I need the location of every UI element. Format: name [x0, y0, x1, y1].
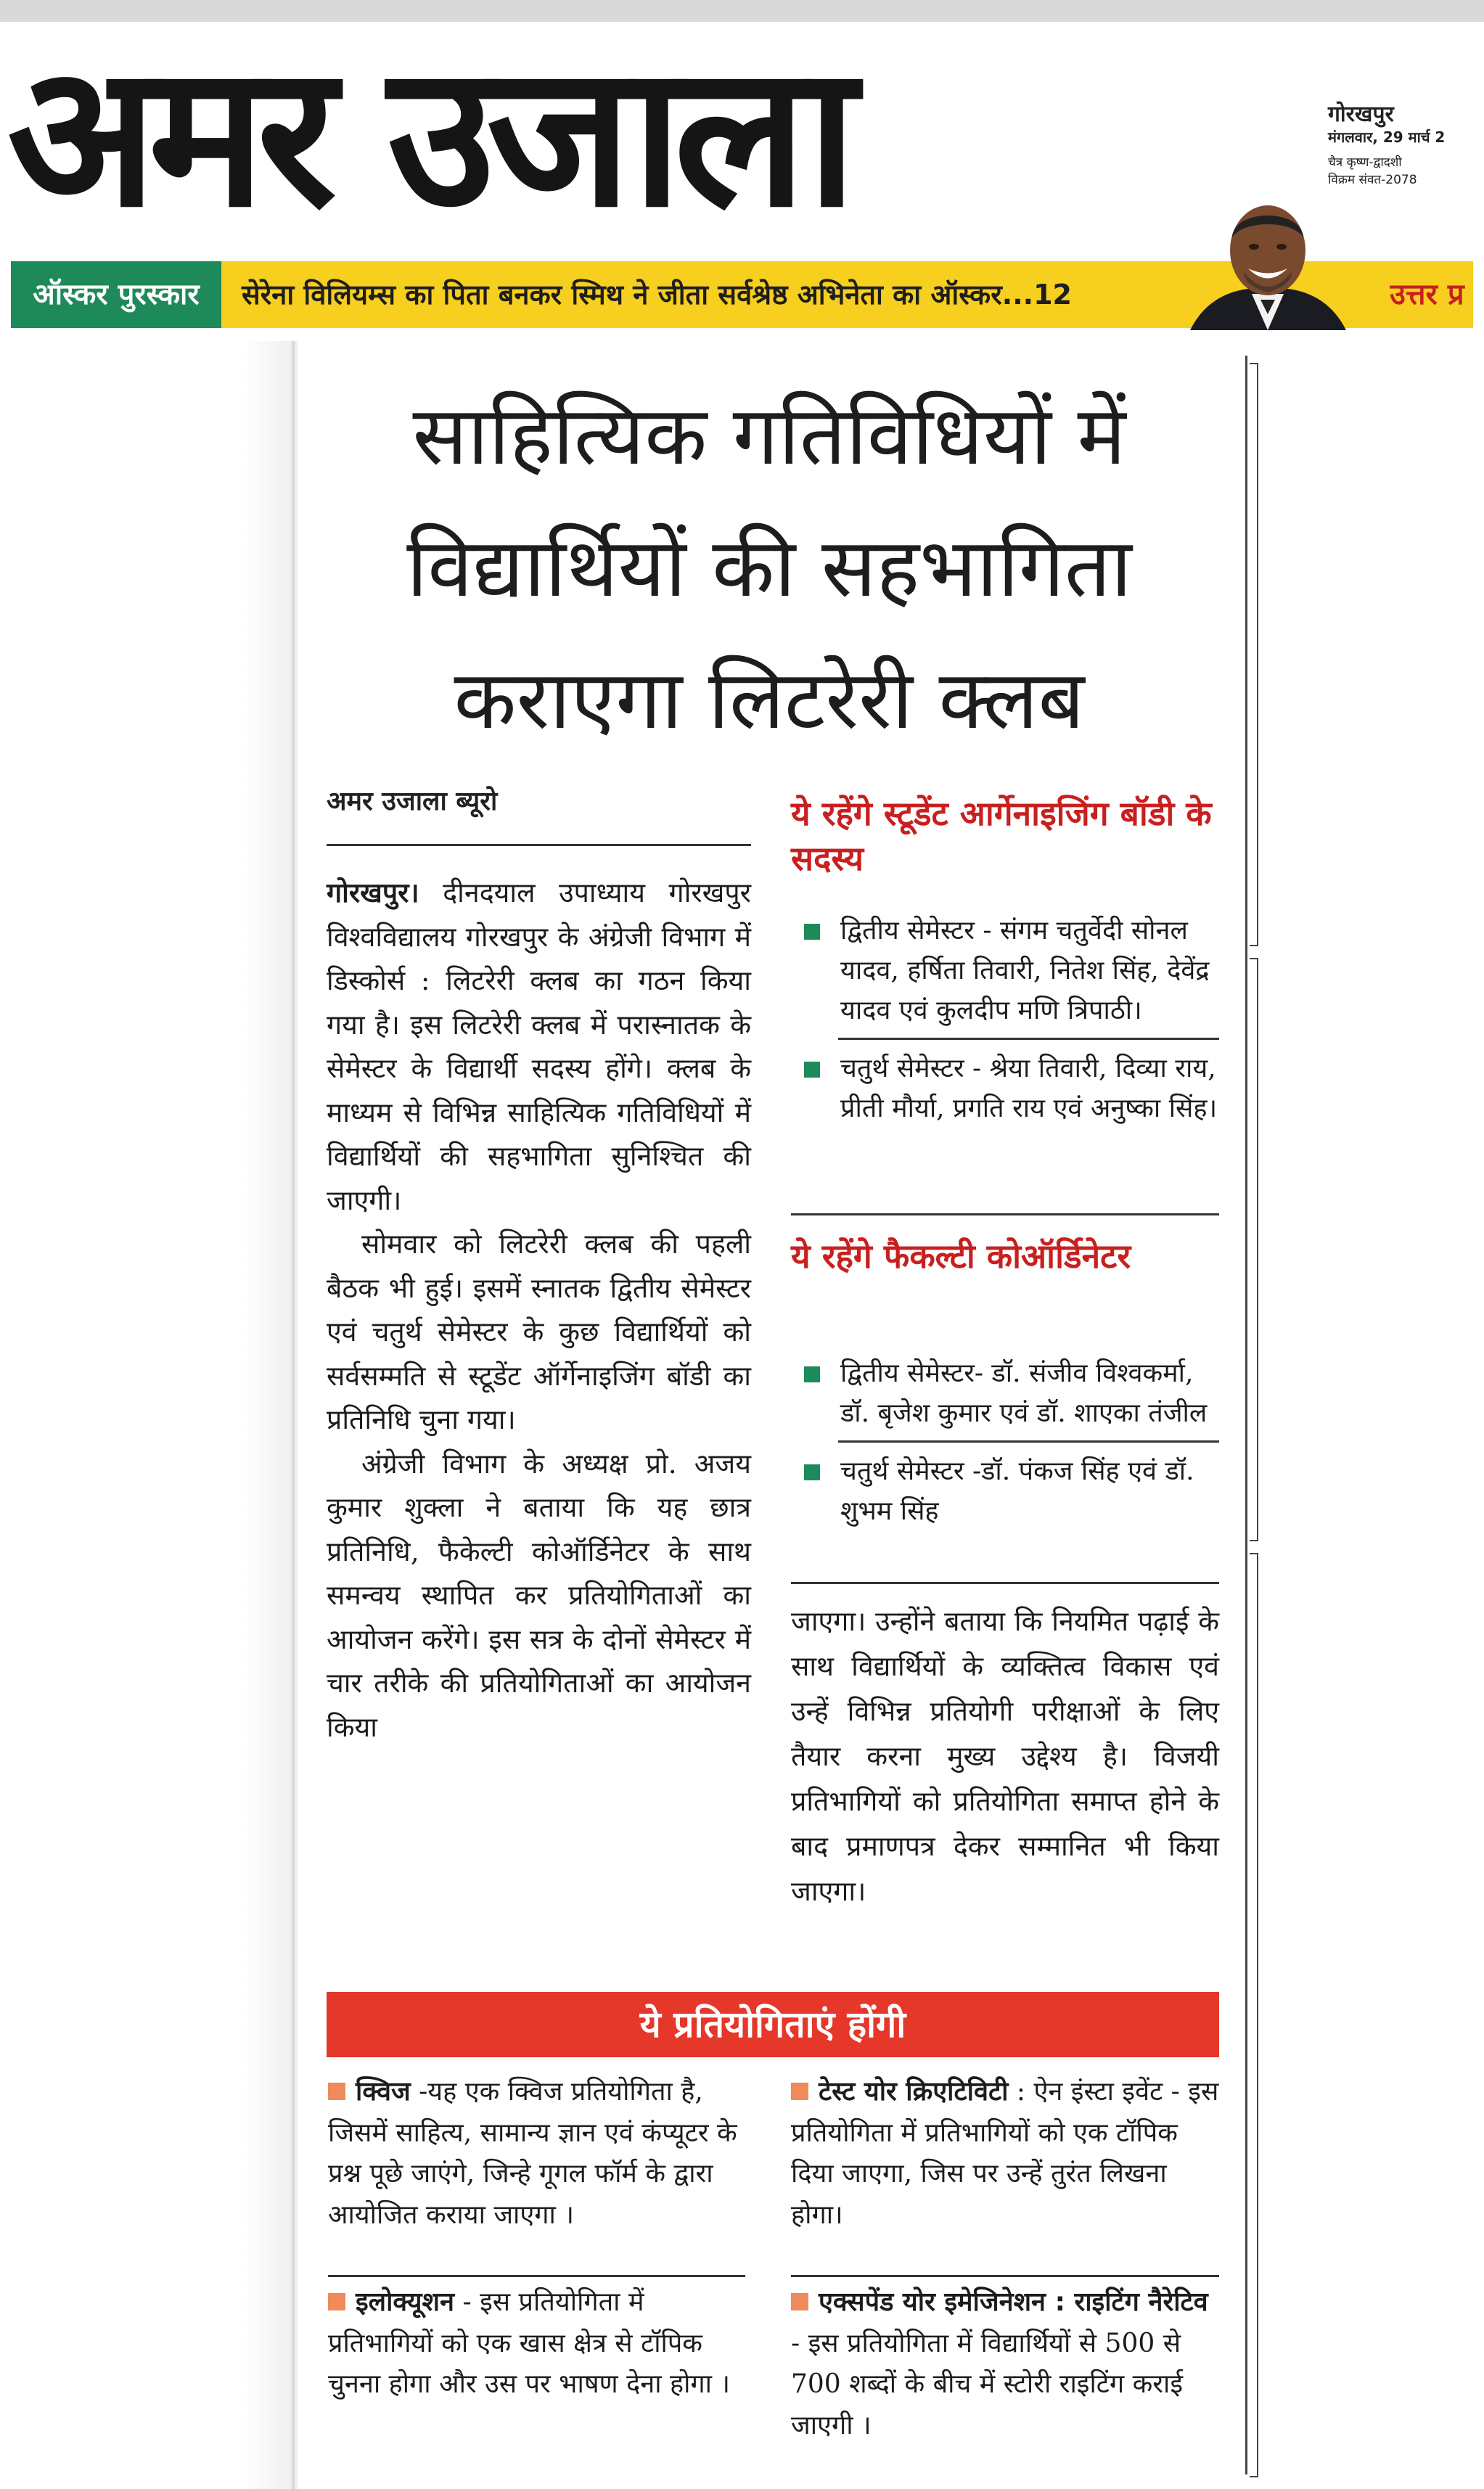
paragraph-3: अंग्रेजी विभाग के अध्यक्ष प्रो. अजय कुमार शुक्ला ने बताया कि यह छात्र प्रतिनिधि, फैकेल्टी कोऑर्डिनेटर के साथ समन्वय स्थापित कर प्रतियोगिताओं का आयोजन करेंगे। इस सत्र के दोनों सेमेस्टर में चार तरीके की प्रतियोगिताओं का आयोजन किया: [327, 1447, 751, 1743]
elocution-title: इलोक्यूशन: [356, 2287, 455, 2317]
dateline: गोरखपुर।: [327, 877, 419, 909]
section-divider: [791, 2275, 1219, 2277]
competition-elocution: [328, 2282, 756, 2406]
student-body-list: [798, 911, 1219, 1128]
square-bullet-icon: [804, 924, 820, 940]
actor-portrait-image: [1190, 200, 1346, 330]
adjacent-box: [1250, 958, 1258, 1541]
adjacent-column: [1241, 341, 1484, 2489]
section-divider: [328, 2275, 745, 2277]
edition-tithi: चैत्र कृष्ण-द्वादशी: [1328, 155, 1402, 170]
section-divider: [791, 1213, 1219, 1215]
faculty-heading: ये रहेंगे फैकल्टी कोऑर्डिनेटर: [791, 1237, 1131, 1276]
competition-imagination: [791, 2282, 1219, 2446]
list-item: द्वितीय सेमेस्टर- डॉ. संजीव विश्वकर्मा, डॉ. बृजेश कुमार एवं डॉ. शाएका तंजील: [798, 1353, 1219, 1433]
column-rule: [1245, 356, 1247, 2474]
newspaper-logo: अमर उजाला: [7, 22, 849, 250]
paragraph-1: [327, 871, 751, 1222]
section-divider: [791, 1582, 1219, 1584]
list-divider: [838, 1038, 1219, 1040]
paragraph-1-text: दीनदयाल उपाध्याय गोरखपुर विश्वविद्यालय गोरखपुर के अंग्रेजी विभाग में डिस्कोर्स : लिटरेरी क्लब का गठन किया गया है। इस लिटरेरी क्लब में परास्नातक के सेमेस्टर के विद्यार्थी सदस्य होंगे। क्लब के माध्यम से विभिन्न साहित्यिक गतिविधियों में विद्यार्थियों की सहभागिता सुनिश्चित की जाएगी।: [327, 877, 751, 1216]
byline: अमर उजाला ब्यूरो: [327, 787, 498, 816]
quiz-title: क्विज: [356, 2077, 411, 2107]
page-shadow: [243, 341, 298, 2489]
creativity-title: टेस्ट योर क्रिएटिविटी: [819, 2077, 1009, 2107]
creativity-text: : ऐन इंस्टा इवेंट - इस प्रतियोगिता में प्रतिभागियों को एक टॉपिक दिया जाएगा, जिस पर उन्हें तुरंत लिखना होगा।: [791, 2077, 1219, 2230]
edition-info: [1328, 102, 1480, 189]
square-bullet-icon: [791, 2083, 808, 2100]
byline-rule: [327, 844, 751, 846]
square-bullet-icon: [804, 1366, 820, 1382]
edition-date: मंगलवार, 29 मार्च 2: [1328, 128, 1446, 146]
list-item: चतुर्थ सेमेस्टर -डॉ. पंकज सिंह एवं डॉ. शुभम सिंह: [798, 1451, 1219, 1531]
student-body-heading: ये रहेंगे स्टूडेंट आर्गेनाइजिंग बॉडी के सदस्य: [791, 794, 1212, 878]
adjacent-box: [1250, 363, 1258, 946]
article-body-left: [327, 871, 751, 1749]
paragraph-2: सोमवार को लिटरेरी क्लब की पहली बैठक भी हुई। इसमें स्नातक द्वितीय सेमेस्टर एवं चतुर्थ सेमेस्टर के कुछ विद्यार्थियों को सर्वसम्मति से स्टूडेंट ऑर्गेनाइजिंग बॉडी का प्रतिनिधि चुना गया।: [327, 1228, 751, 1435]
competitions-banner: ये प्रतियोगिताएं होंगी: [327, 1992, 1219, 2057]
edition-samvat: विक्रम संवत-2078: [1328, 173, 1417, 187]
competition-creativity: [791, 2072, 1219, 2236]
competition-quiz: [328, 2072, 756, 2236]
headline-line-3: कराएगा लिटरेरी क्लब: [454, 653, 1085, 747]
ticker-tag: ऑस्कर पुरस्कार: [11, 261, 221, 328]
faculty-list: [798, 1353, 1219, 1531]
article-headline: [305, 370, 1234, 766]
square-bullet-icon: [328, 2083, 345, 2100]
headline-line-1: साहित्यिक गतिविधियों में: [412, 389, 1126, 483]
list-item: चतुर्थ सेमेस्टर - श्रेया तिवारी, दिव्या राय, प्रीती मौर्या, प्रगति राय एवं अनुष्का सिंह।: [798, 1049, 1219, 1128]
imagination-text: - इस प्रतियोगिता में विद्यार्थियों से 500 से 700 शब्दों के बीच में स्टोरी राइटिंग कराई जाएगी ।: [791, 2328, 1183, 2440]
elocution-text: - इस प्रतियोगिता में प्रतिभागियों को एक खास क्षेत्र से टॉपिक चुनना होगा और उस पर भाषण देना होगा ।: [328, 2287, 731, 2399]
ticker-region: उत्तर प्र: [1390, 278, 1464, 311]
list-item: द्वितीय सेमेस्टर - संगम चतुर्वेदी सोनल यादव, हर्षिता तिवारी, नितेश सिंह, देवेंद्र यादव एवं कुलदीप मणि त्रिपाठी।: [798, 911, 1219, 1030]
page-edge: [292, 341, 295, 2489]
imagination-title: एक्सपेंड योर इमेजिनेशन : राइटिंग नैरेटिव: [819, 2287, 1208, 2317]
quiz-text: -यह एक क्विज प्रतियोगिता है, जिसमें साहित्य, सामान्य ज्ञान एवं कंप्यूटर के प्रश्न पूछे जाएंगे, जिन्हे गूगल फॉर्म के द्वारा आयोजित कराया जाएगा ।: [328, 2077, 737, 2230]
square-bullet-icon: [791, 2293, 808, 2310]
ticker-headline[interactable]: सेरेना विलियम्स का पिता बनकर स्मिथ ने जीता सर्वश्रेष्ठ अभिनेता का ऑस्कर...12: [242, 279, 1072, 311]
square-bullet-icon: [328, 2293, 345, 2310]
headline-line-2: विद्यार्थियों की सहभागिता: [406, 521, 1132, 615]
square-bullet-icon: [804, 1062, 820, 1078]
list-divider: [838, 1440, 1219, 1443]
square-bullet-icon: [804, 1464, 820, 1480]
edition-city: गोरखपुर: [1328, 102, 1394, 127]
article-body-right: जाएगा। उन्होंने बताया कि नियमित पढ़ाई के साथ विद्यार्थियों के व्यक्तित्व विकास एवं उन्हें विभिन्न प्रतियोगी परीक्षाओं के लिए तैयार करना मुख्य उद्देश्य है। विजयी प्रतिभागियों को प्रतियोगिता समाप्त होने के बाद प्रमाणपत्र देकर सम्मानित भी किया जाएगा।: [791, 1605, 1219, 1907]
adjacent-box: [1250, 1553, 1258, 2477]
top-strip: [0, 0, 1484, 22]
